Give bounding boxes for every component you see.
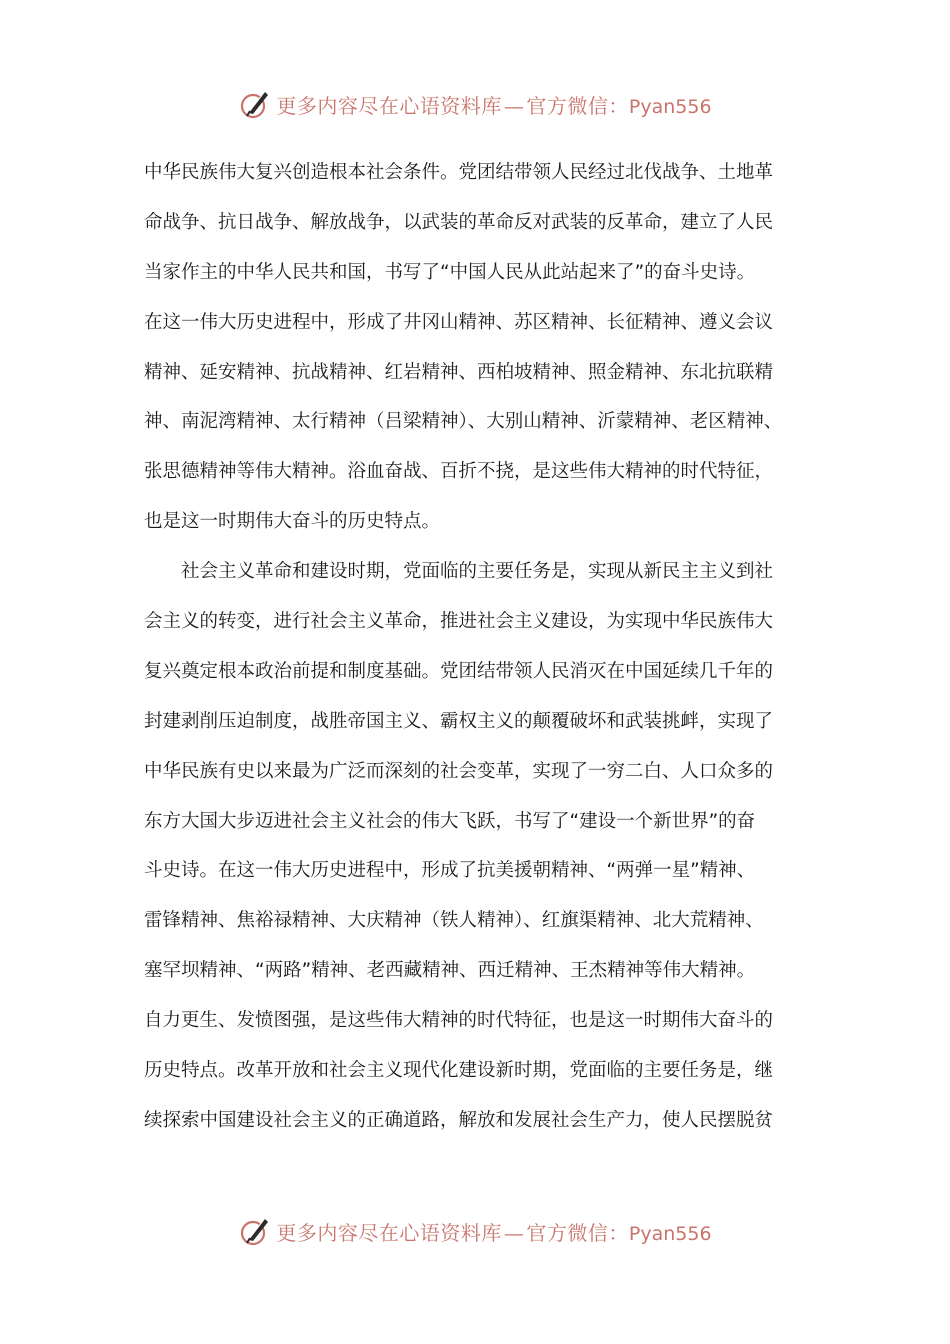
text-line: 精神、延安精神、抗战精神、红岩精神、西柏坡精神、照金精神、东北抗联精	[144, 361, 774, 383]
footer-banner	[0, 1211, 950, 1251]
text-line: 雷锋精神、焦裕禄精神、大庆精神（铁人精神）、红旗渠精神、北大荒精神、	[144, 910, 764, 932]
text-line: 塞罕坝精神、“两路”精神、老西藏精神、西迁精神、王杰精神等伟大精神。	[144, 960, 756, 982]
footer-banner-text	[276, 1217, 711, 1246]
text-line: 当家作主的中华人民共和国，书写了“中国人民从此站起来了”的奋斗史诗。	[144, 261, 756, 283]
header-site-name: 更多内容尽在心语资料库	[276, 93, 502, 118]
quill-pen-logo-icon	[238, 1214, 272, 1248]
document-body	[144, 148, 804, 1146]
text-line: 封建剥削压迫制度，战胜帝国主义、霸权主义的颠覆破坏和武装挑衅，实现了	[144, 710, 774, 732]
footer-site-name: 更多内容尽在心语资料库	[276, 1220, 502, 1245]
footer-separator: —	[503, 1220, 525, 1245]
header-banner	[0, 84, 950, 124]
text-line: 中华民族有史以来最为广泛而深刻的社会变革，实现了一穷二白、人口众多的	[144, 760, 774, 782]
text-line: 神、南泥湾精神、太行精神（吕梁精神）、大别山精神、沂蒙精神、老区精神、	[144, 411, 783, 433]
quill-pen-logo-icon	[238, 87, 272, 121]
text-line: 会主义的转变，进行社会主义革命，推进社会主义建设，为实现中华民族伟大	[144, 611, 774, 633]
footer-contact-label: 官方微信：	[526, 1220, 629, 1245]
text-line: 中华民族伟大复兴创造根本社会条件。党团结带领人民经过北伐战争、土地革	[144, 162, 774, 183]
header-separator: —	[503, 93, 525, 118]
text-line: 复兴奠定根本政治前提和制度基础。党团结带领人民消灭在中国延续几千年的	[144, 660, 774, 682]
footer-contact-id: Pyan556	[628, 1222, 712, 1245]
text-line: 命战争、抗日战争、解放战争，以武装的革命反对武装的反革命，建立了人民	[144, 211, 774, 233]
text-line: 斗史诗。在这一伟大历史进程中，形成了抗美援朝精神、“两弹一星”精神、	[144, 860, 756, 882]
header-banner-text	[276, 90, 711, 119]
text-line: 自力更生、发愤图强，是这些伟大精神的时代特征，也是这一时期伟大奋斗的	[144, 1010, 774, 1032]
text-line: 续探索中国建设社会主义的正确道路，解放和发展社会生产力，使人民摆脱贫	[144, 1109, 774, 1131]
text-line: 历史特点。改革开放和社会主义现代化建设新时期，党面临的主要任务是，继	[144, 1060, 774, 1082]
text-line: 张思德精神等伟大精神。浴血奋战、百折不挠，是这些伟大精神的时代特征，	[144, 461, 774, 483]
header-contact-id: Pyan556	[628, 95, 712, 118]
text-line: 也是这一时期伟大奋斗的历史特点。	[144, 511, 441, 533]
text-line: 在这一伟大历史进程中，形成了井冈山精神、苏区精神、长征精神、遵义会议	[144, 311, 774, 333]
text-line: 东方大国大步迈进社会主义社会的伟大飞跃，书写了“建设一个新世界”的奋	[144, 810, 756, 832]
header-contact-label: 官方微信：	[526, 93, 629, 118]
paragraph-start-line: 社会主义革命和建设时期，党面临的主要任务是，实现从新民主主义到社	[181, 561, 774, 583]
